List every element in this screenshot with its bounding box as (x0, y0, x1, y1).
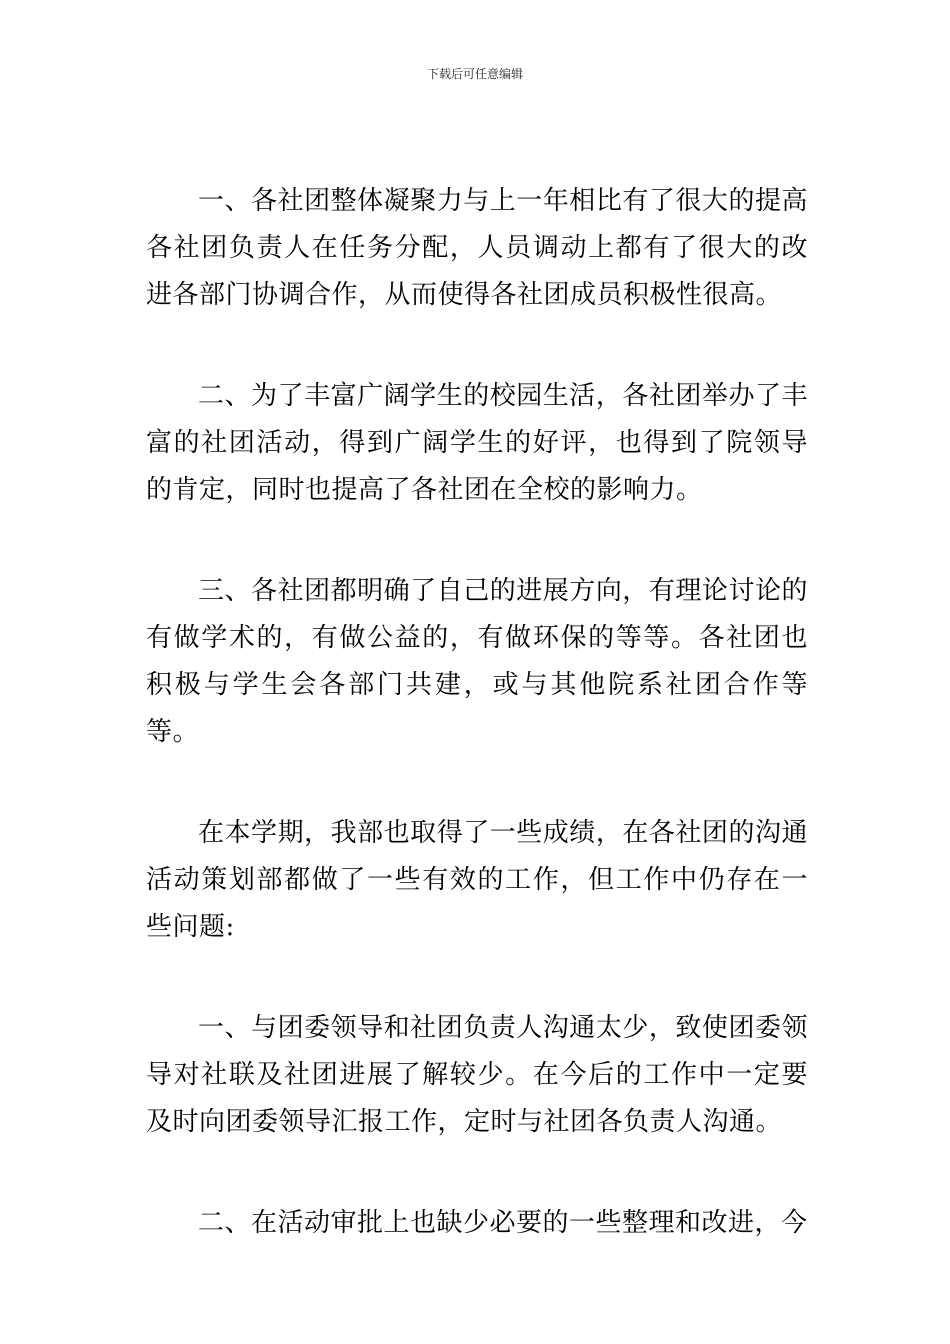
paragraph-3: 三、各社团都明确了自己的进展方向，有理论讨论的有做学术的，有做公益的，有做环保的等等。各社团也积极与学生会各部门共建，或与其他院系社团合作等等。 (146, 576, 808, 747)
paragraph-5: 一、与团委领导和社团负责人沟通太少，致使团委领导对社联及社团进展了解较少。在今后的工作中一定要及时向团委领导汇报工作，定时与社团各负责人沟通。 (146, 1013, 808, 1137)
paragraph-6: 二、在活动审批上也缺少必要的一些整理和改进，今 (198, 1208, 808, 1238)
document-body (146, 178, 808, 1301)
page-header: 下载后可任意编辑 (426, 67, 523, 81)
paragraph-4: 在本学期，我部也取得了一些成绩，在各社团的沟通活动策划部都做了一些有效的工作，但工作中仍存在一些问题: (146, 818, 808, 942)
paragraph-2: 二、为了丰富广阔学生的校园生活，各社团举办了丰富的社团活动，得到广阔学生的好评，也得到了院领导的肯定，同时也提高了各社团在全校的影响力。 (146, 381, 808, 505)
paragraph-1: 一、各社团整体凝聚力与上一年相比有了很大的提高各社团负责人在任务分配，人员调动上都有了很大的改进各部门协调合作，从而使得各社团成员积极性很高。 (146, 186, 808, 310)
